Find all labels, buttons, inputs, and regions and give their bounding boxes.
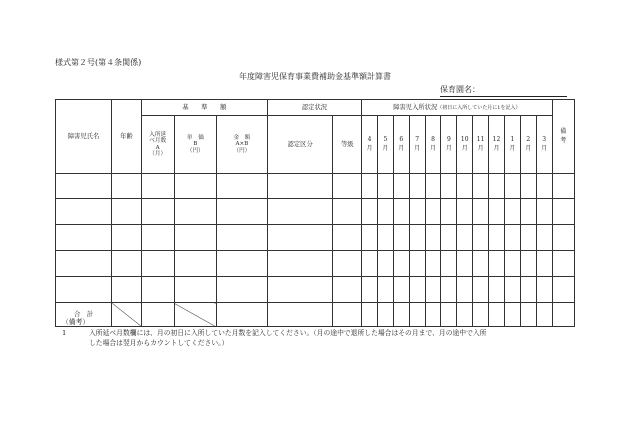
month-unit: 月 (398, 144, 405, 152)
table-cell[interactable] (489, 277, 505, 303)
table-cell[interactable] (393, 225, 409, 251)
month-unit: 月 (541, 144, 548, 152)
table-cell[interactable] (362, 277, 378, 303)
group-header-enrollment (362, 100, 553, 116)
table-row (56, 251, 575, 277)
col-header-remarks (552, 100, 574, 174)
table-cell[interactable] (409, 225, 425, 251)
table-cell[interactable] (536, 199, 552, 225)
month-unit: 月 (366, 144, 373, 152)
month-number: 4 (367, 136, 372, 144)
notes-section (62, 317, 569, 349)
table-cell[interactable] (409, 199, 425, 225)
col-header-month-3 (536, 116, 552, 174)
table-cell[interactable] (216, 251, 267, 277)
table-cell[interactable] (333, 199, 362, 225)
table-cell[interactable] (552, 199, 574, 225)
table-cell[interactable] (504, 277, 520, 303)
document-title: 年度障害児保育事業費補助金基準額計算書 (239, 72, 391, 81)
table-cell[interactable] (377, 199, 393, 225)
table-cell[interactable] (267, 225, 333, 251)
month-unit: 月 (414, 144, 421, 152)
col-header-month-6 (393, 116, 409, 174)
month-number: 5 (383, 136, 388, 144)
header-line: （円） (233, 147, 251, 154)
table-cell[interactable] (267, 199, 333, 225)
table-cell[interactable] (56, 199, 112, 225)
header-line: （円） (186, 147, 204, 154)
table-row (56, 277, 575, 303)
calculation-table (55, 99, 575, 327)
table-cell[interactable] (473, 277, 489, 303)
table-cell[interactable] (552, 174, 574, 199)
table-cell[interactable] (141, 225, 174, 251)
col-header-month-5 (377, 116, 393, 174)
table-cell[interactable] (393, 251, 409, 277)
table-cell[interactable] (409, 174, 425, 199)
group-header-base-amount: 基 準 額 (141, 100, 267, 116)
table-cell[interactable] (174, 225, 216, 251)
header-line: べ月数 (149, 138, 167, 145)
table-cell[interactable] (552, 251, 574, 277)
table-cell[interactable] (112, 199, 142, 225)
total-label: 合 計 (56, 303, 112, 327)
table-cell[interactable] (552, 225, 574, 251)
table-cell[interactable] (520, 277, 536, 303)
col-header-amount (216, 116, 267, 174)
month-number: 10 (460, 136, 469, 144)
table-cell[interactable] (56, 174, 112, 199)
table-cell[interactable] (520, 225, 536, 251)
table-cell[interactable] (536, 251, 552, 277)
table-cell[interactable] (141, 251, 174, 277)
table-cell[interactable] (473, 174, 489, 199)
col-header-month-10 (457, 116, 473, 174)
header-line: B (193, 141, 198, 148)
table-cell[interactable] (473, 225, 489, 251)
table-cell[interactable] (536, 225, 552, 251)
table-cell[interactable] (536, 174, 552, 199)
note-item (62, 328, 569, 349)
header-line: A (155, 144, 160, 151)
table-cell[interactable] (174, 251, 216, 277)
table-cell[interactable] (56, 251, 112, 277)
table-cell[interactable] (216, 225, 267, 251)
note-text-line-2: した場合は翌月からカウントしてください。） (89, 339, 229, 348)
month-number: 1 (510, 136, 515, 144)
month-unit: 月 (461, 144, 468, 152)
table-cell[interactable] (112, 174, 142, 199)
col-header-month-11 (473, 116, 489, 174)
table-cell[interactable] (425, 174, 441, 199)
month-number: 6 (399, 136, 404, 144)
note-text (89, 328, 569, 349)
col-header-unit-price (174, 116, 216, 174)
table-cell[interactable] (504, 174, 520, 199)
month-number: 7 (415, 136, 420, 144)
header-line: A×B (235, 141, 249, 148)
table-cell[interactable] (393, 277, 409, 303)
table-cell[interactable] (504, 225, 520, 251)
table-cell[interactable] (174, 174, 216, 199)
table-cell[interactable] (425, 251, 441, 277)
col-header-month-1 (504, 116, 520, 174)
table-cell[interactable] (174, 277, 216, 303)
table-cell[interactable] (473, 251, 489, 277)
header-line: （月） (149, 150, 167, 157)
header-line: 金 額 (233, 134, 251, 141)
table-cell[interactable] (362, 225, 378, 251)
table-cell[interactable] (174, 199, 216, 225)
remarks-char-2: 考 (560, 136, 567, 144)
table-cell[interactable] (393, 174, 409, 199)
table-cell[interactable] (520, 251, 536, 277)
col-header-month-9 (441, 116, 457, 174)
table-cell[interactable] (333, 225, 362, 251)
col-header-cert-class: 認定区分 (267, 116, 333, 174)
col-header-month-2 (520, 116, 536, 174)
table-cell[interactable] (457, 225, 473, 251)
month-unit: 月 (493, 144, 500, 152)
month-unit: 月 (525, 144, 532, 152)
table-cell[interactable] (425, 277, 441, 303)
table-cell[interactable] (362, 251, 378, 277)
header-line: 単 価 (186, 134, 204, 141)
table-cell[interactable] (441, 277, 457, 303)
table-cell[interactable] (457, 277, 473, 303)
table-cell[interactable] (489, 199, 505, 225)
table-cell[interactable] (425, 199, 441, 225)
month-number: 11 (476, 136, 485, 144)
table-cell[interactable] (393, 199, 409, 225)
col-header-age: 年齢 (112, 100, 142, 174)
col-header-month-7 (409, 116, 425, 174)
table-cell[interactable] (489, 251, 505, 277)
table-cell[interactable] (504, 251, 520, 277)
table-cell[interactable] (141, 174, 174, 199)
table-cell[interactable] (141, 277, 174, 303)
col-header-months-enrolled (141, 116, 174, 174)
month-unit: 月 (429, 144, 436, 152)
note-text-line-1: 入所延べ月数欄には、月の初日に入所していた月数を記入してください。（月の途中で退所した場合はその月まで、月の途中で入所 (89, 328, 487, 337)
col-header-month-12 (489, 116, 505, 174)
table-cell[interactable] (441, 199, 457, 225)
table-cell[interactable] (441, 225, 457, 251)
table-cell[interactable] (216, 174, 267, 199)
table-cell[interactable] (216, 199, 267, 225)
table-row (56, 225, 575, 251)
table-cell[interactable] (441, 251, 457, 277)
facility-name-field[interactable] (440, 84, 567, 97)
table-cell[interactable] (333, 277, 362, 303)
table-cell[interactable] (520, 174, 536, 199)
notes-heading: （備考） (62, 318, 90, 326)
month-unit: 月 (382, 144, 389, 152)
table-cell[interactable] (536, 277, 552, 303)
month-number: 9 (446, 136, 451, 144)
table-cell[interactable] (267, 251, 333, 277)
month-unit: 月 (509, 144, 516, 152)
table-cell[interactable] (441, 174, 457, 199)
table-cell[interactable] (112, 251, 142, 277)
table-row (56, 174, 575, 199)
table-cell[interactable] (377, 251, 393, 277)
table-cell[interactable] (473, 199, 489, 225)
month-number: 12 (492, 136, 501, 144)
table-cell[interactable] (333, 251, 362, 277)
table-cell[interactable] (56, 225, 112, 251)
remarks-char-1: 備 (560, 128, 567, 136)
table-cell[interactable] (504, 199, 520, 225)
table-cell[interactable] (216, 277, 267, 303)
table-cell[interactable] (377, 225, 393, 251)
table-cell[interactable] (457, 251, 473, 277)
group-header-certification: 認定状況 (267, 100, 361, 116)
facility-name-label: 保育園名： (440, 85, 480, 94)
table-cell[interactable] (333, 174, 362, 199)
month-unit: 月 (477, 144, 484, 152)
enrollment-header-note: （初日に入所していた月に1を記入） (437, 104, 521, 111)
col-header-grade: 等級 (333, 116, 362, 174)
table-cell[interactable] (489, 225, 505, 251)
table-cell[interactable] (377, 277, 393, 303)
table-row (56, 199, 575, 225)
table-cell[interactable] (489, 174, 505, 199)
col-header-month-8 (425, 116, 441, 174)
table-cell[interactable] (377, 174, 393, 199)
table-cell[interactable] (425, 225, 441, 251)
enrollment-header-main: 障害児入所状況 (393, 103, 438, 111)
table-cell[interactable] (457, 174, 473, 199)
table-cell[interactable] (552, 277, 574, 303)
month-number: 3 (542, 136, 547, 144)
table-cell[interactable] (457, 199, 473, 225)
table-cell[interactable] (112, 225, 142, 251)
table-cell[interactable] (409, 277, 425, 303)
note-number: 1 (62, 328, 67, 337)
form-number: 様式第２号(第４条関係) (55, 58, 142, 67)
header-line: 入所延 (149, 131, 167, 138)
table-cell[interactable] (56, 277, 112, 303)
table-cell[interactable] (112, 277, 142, 303)
table-cell[interactable] (362, 174, 378, 199)
month-number: 8 (431, 136, 435, 144)
table-cell[interactable] (520, 199, 536, 225)
month-unit: 月 (445, 144, 452, 152)
table-cell[interactable] (267, 174, 333, 199)
month-number: 2 (526, 136, 531, 144)
table-cell[interactable] (267, 277, 333, 303)
table-cell[interactable] (409, 251, 425, 277)
table-cell[interactable] (362, 199, 378, 225)
col-header-month-4 (362, 116, 378, 174)
col-header-child-name: 障害児氏名 (56, 100, 112, 174)
table-cell[interactable] (141, 199, 174, 225)
